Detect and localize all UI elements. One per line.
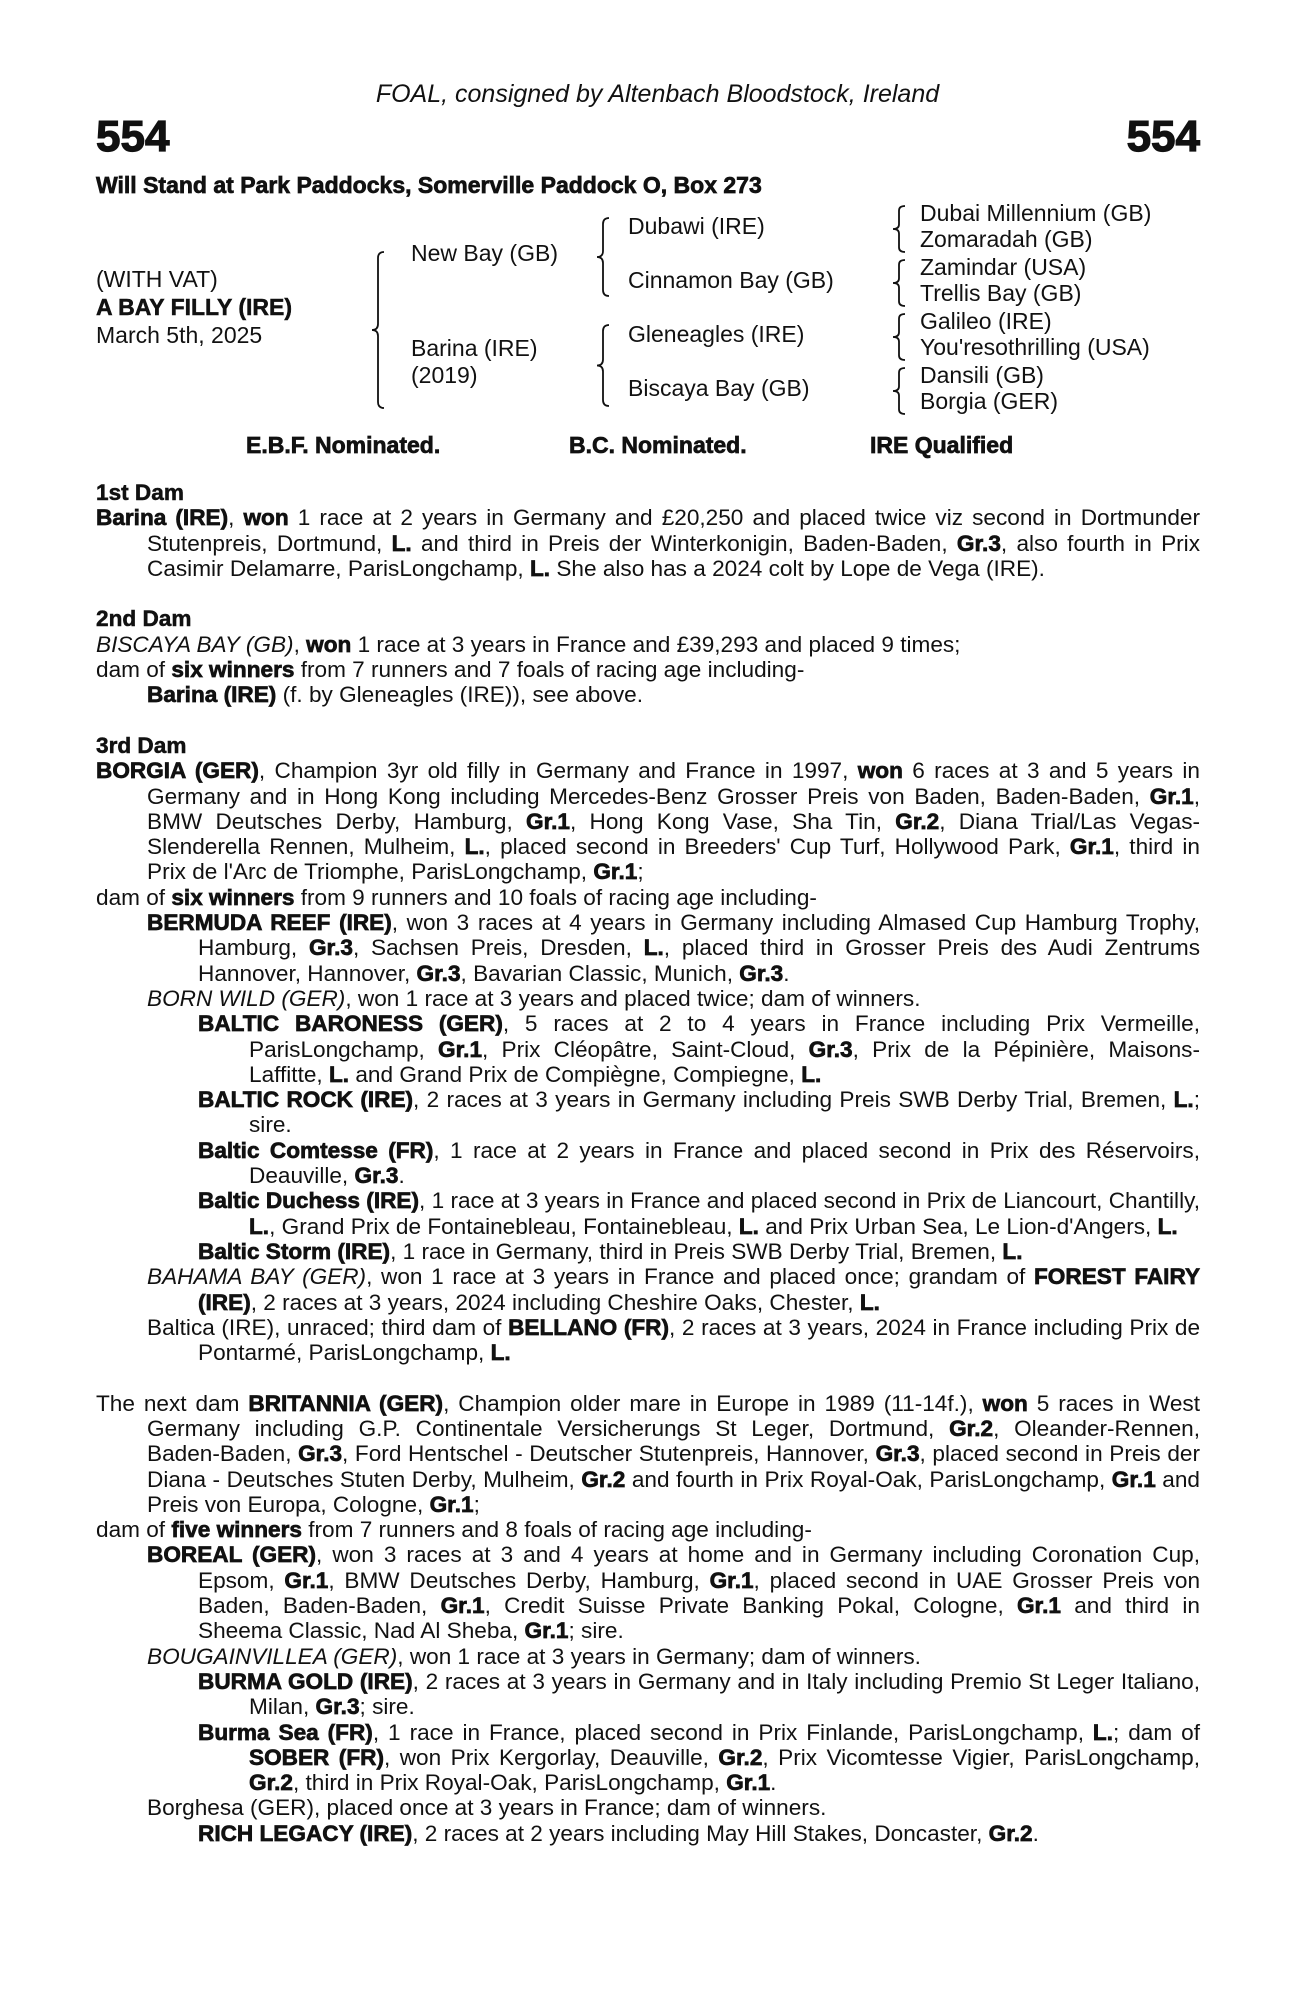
text: She also has a 2024 colt by Lope de Vega (IRE).	[550, 555, 1045, 581]
pedigree-entry	[96, 1795, 1200, 1820]
text: , Diana Trial/Las Vegas-Slenderella Rennen, Mulheim,	[147, 808, 1201, 860]
text: , Prix Cléopâtre, Saint-Cloud,	[482, 1036, 809, 1062]
gen3-ancestor: Trellis Bay (GB)	[920, 280, 1082, 306]
dam-year: (2019)	[411, 362, 478, 388]
bold-text: L.	[1157, 1213, 1178, 1239]
text: , Prix de la Pépinière, Maisons-Laffitte,	[249, 1036, 1201, 1087]
text: , won 1 race at 3 years in France and placed once; grandam of	[366, 1264, 1034, 1290]
bold-text: Gr.1	[593, 859, 638, 885]
bold-text: L.	[529, 555, 551, 581]
bold-text: L.	[1173, 1087, 1194, 1113]
bold-text: won	[306, 631, 352, 657]
gen2-ancestor: Gleneagles (IRE)	[628, 321, 805, 347]
lot-number-left: 554	[96, 112, 170, 161]
bold-text: Gr.3	[808, 1036, 853, 1062]
dam-section	[96, 733, 1200, 1365]
bold-text: BURMA GOLD (IRE)	[198, 1668, 413, 1694]
consignor-line: FOAL, consigned by Altenbach Bloodstock, Ireland	[375, 80, 940, 108]
gen3-ancestor: Borgia (GER)	[920, 388, 1059, 414]
brace-icon	[893, 368, 905, 414]
bold-text: Gr.1	[1149, 783, 1194, 809]
bold-text: Gr.3	[298, 1441, 343, 1467]
text: , Hong Kong Vase, Sha Tin,	[570, 808, 896, 834]
text: , third in Prix Royal-Oak, ParisLongchamp,	[292, 1770, 727, 1796]
bold-text: L.	[1092, 1719, 1114, 1745]
foal-dob: March 5th, 2025	[96, 322, 263, 348]
pedigree-entry	[96, 1011, 1200, 1087]
pedigree-entry	[96, 910, 1200, 986]
bold-text: BELLANO (FR)	[508, 1314, 670, 1340]
text: , placed second in UAE Grosser Preis von Baden, Baden-Baden,	[198, 1567, 1201, 1619]
text: , 1 race in France, placed second in Prix Finlande, ParisLongchamp,	[372, 1719, 1093, 1745]
pedigree-entry	[96, 1821, 1200, 1846]
text: .	[783, 960, 790, 986]
bold-text: Baltic Comtesse (FR)	[198, 1137, 434, 1163]
text: and Preis von Europa, Cologne,	[147, 1466, 1200, 1517]
text: , also fourth in Prix Casimir Delamarre, ParisLongchamp,	[147, 530, 1200, 581]
pedigree-entry	[96, 682, 1200, 707]
bold-text: Gr.2	[249, 1770, 293, 1796]
text: , won Prix Kergorlay, Deauville,	[383, 1744, 719, 1770]
bold-text: L.	[464, 834, 485, 860]
text: , third in Prix de l'Arc de Triomphe, ParisLongchamp,	[147, 834, 1200, 885]
bold-text: Gr.2	[718, 1744, 763, 1770]
bold-text: six winners	[171, 884, 295, 910]
bold-text: Gr.1	[726, 1770, 771, 1796]
bold-text: Gr.1	[709, 1567, 754, 1593]
bold-text: RICH LEGACY (IRE)	[198, 1820, 413, 1846]
bold-text: won	[857, 758, 903, 784]
pedigree-entry	[96, 1542, 1200, 1643]
pedigree-entry	[96, 1720, 1200, 1796]
bold-text: Gr.1	[429, 1491, 474, 1517]
text: .	[770, 1770, 777, 1796]
text: and Prix Urban Sea, Le Lion-d'Angers,	[758, 1213, 1158, 1239]
pedigree-entry	[96, 1087, 1200, 1138]
text: from 7 runners and 8 foals of racing age including-	[301, 1517, 812, 1543]
bold-text: Gr.3	[354, 1163, 399, 1189]
bold-text: Gr.3	[315, 1694, 360, 1720]
dam-section	[96, 480, 1200, 581]
pedigree-entry	[96, 657, 1200, 682]
text: , 1 race at 3 years in France and placed second in Prix de Liancourt, Chantilly,	[419, 1188, 1200, 1214]
bold-text: Gr.1	[524, 1618, 569, 1644]
text: , won 1 race at 3 years and placed twice; dam of winners.	[345, 985, 921, 1011]
italic-text: BORN WILD (GER)	[147, 985, 346, 1011]
text: 1 race at 2 years in Germany and £20,250 and placed twice viz second in Dortmunder Stutenpreis, Dortmund,	[147, 505, 1200, 556]
text: dam of	[96, 657, 172, 683]
bold-text: Gr.3	[308, 935, 353, 961]
sire-name: New Bay (GB)	[411, 240, 558, 266]
bold-text: Gr.1	[1016, 1593, 1061, 1619]
bold-text: BOREAL (GER)	[147, 1542, 317, 1568]
text: , won 3 races at 4 years in Germany including Almased Cup Hamburg Trophy, Hamburg,	[198, 910, 1200, 961]
text: dam of	[96, 1517, 172, 1543]
pedigree-entry	[96, 1644, 1200, 1669]
bold-text: Gr.2	[949, 1415, 994, 1441]
text: , 2 races at 3 years, 2024 in France including Prix de Pontarmé, ParisLongchamp,	[198, 1314, 1201, 1366]
text: , Grand Prix de Fontainebleau, Fontainebleau,	[269, 1213, 739, 1239]
text: , won 1 race at 3 years in Germany; dam of winners.	[397, 1643, 921, 1669]
bold-text: Burma Sea (FR)	[198, 1719, 373, 1745]
text: , Sachsen Preis, Dresden,	[352, 935, 644, 961]
bold-text: Gr.3	[956, 530, 1001, 556]
gen3-ancestor: Zomaradah (GB)	[920, 226, 1093, 252]
text: Baltica (IRE), unraced; third dam of	[147, 1314, 509, 1340]
dam-section	[96, 606, 1200, 707]
pedigree-entry	[96, 1517, 1200, 1542]
gen3-ancestor: Zamindar (USA)	[920, 254, 1087, 280]
pedigree-entry	[96, 1315, 1200, 1366]
dam-section	[96, 1391, 1200, 1846]
brace-icon	[597, 325, 609, 406]
gen2-ancestor: Dubawi (IRE)	[628, 213, 765, 239]
bold-text: L.	[391, 530, 412, 556]
gen3-ancestor: Galileo (IRE)	[920, 308, 1052, 334]
italic-text: BISCAYA BAY (GB)	[96, 631, 294, 657]
bold-text: L.	[328, 1061, 350, 1087]
text: ; sire.	[568, 1618, 624, 1644]
brace-icon	[597, 218, 609, 296]
bold-text: Gr.1	[438, 1036, 483, 1062]
gen2-ancestor: Cinnamon Bay (GB)	[628, 267, 834, 293]
pedigree-entry	[96, 1264, 1200, 1315]
bold-text: BALTIC BARONESS (GER)	[198, 1011, 503, 1037]
pedigree-entry	[96, 986, 1200, 1011]
stand-location: Will Stand at Park Paddocks, Somerville Paddock O, Box 273	[96, 172, 762, 198]
gen3-ancestor: Dubai Millennium (GB)	[920, 200, 1152, 226]
section-heading: 2nd Dam	[96, 606, 192, 632]
text: , placed second in Breeders' Cup Turf, Hollywood Park,	[484, 834, 1070, 860]
bold-text: Barina (IRE)	[96, 505, 229, 531]
bold-text: Gr.3	[739, 960, 784, 986]
section-heading: 3rd Dam	[96, 732, 187, 758]
pedigree-entry	[96, 885, 1200, 910]
ebf-nomination: E.B.F. Nominated.	[246, 432, 441, 458]
gen3-ancestor: Dansili (GB)	[920, 362, 1044, 388]
text: ;	[473, 1491, 480, 1517]
bold-text: BERMUDA REEF (IRE)	[147, 910, 392, 936]
bold-text: Gr.1	[526, 808, 570, 834]
text: ;	[637, 859, 644, 885]
text: 5 races in West Germany including G.P. Continentale Versicherungs St Leger, Dortmund,	[147, 1390, 1201, 1441]
brace-icon	[893, 314, 905, 360]
bold-text: Gr.3	[875, 1441, 920, 1467]
pedigree-entry	[96, 1188, 1200, 1239]
text: , Champion older mare in Europe in 1989 (11-14f.),	[443, 1390, 983, 1416]
pedigree-entry	[96, 1669, 1200, 1720]
text: , Champion 3yr old filly in Germany and France in 1997,	[258, 758, 858, 784]
dam-name: Barina (IRE)	[411, 335, 538, 361]
text: , Bavarian Classic, Munich,	[460, 960, 740, 986]
catalogue-body	[96, 480, 1200, 1871]
italic-text: BOUGAINVILLEA (GER)	[147, 1643, 398, 1669]
bold-text: L.	[738, 1213, 759, 1239]
text: , 2 races at 2 years including May Hill Stakes, Doncaster,	[412, 1820, 989, 1846]
text: , 1 race in Germany, third in Preis SWB Derby Trial, Bremen,	[390, 1238, 1003, 1264]
bold-text: five winners	[171, 1517, 302, 1543]
bold-text: Baltic Storm (IRE)	[198, 1238, 391, 1264]
pedigree-entry	[96, 505, 1200, 581]
pedigree-entry	[96, 1239, 1200, 1264]
bold-text: won	[982, 1390, 1028, 1416]
text: , BMW Deutsches Derby, Hamburg,	[328, 1567, 710, 1593]
text: ,	[293, 631, 307, 657]
bold-text: L.	[490, 1340, 511, 1366]
italic-text: BAHAMA BAY (GER)	[147, 1264, 367, 1290]
text: , 2 races at 3 years in Germany and in Italy including Premio St Leger Italiano, Milan,	[249, 1668, 1201, 1720]
pedigree-entry	[96, 632, 1200, 657]
brace-icon	[372, 252, 384, 408]
text: The next dam	[96, 1390, 249, 1416]
bold-text: SOBER (FR)	[249, 1744, 384, 1770]
bold-text: FOREST FAIRY (IRE)	[198, 1264, 1201, 1315]
text: .	[1032, 1820, 1039, 1846]
bold-text: Gr.2	[988, 1820, 1033, 1846]
bold-text: Barina (IRE)	[147, 682, 277, 708]
bc-nomination: B.C. Nominated.	[569, 432, 747, 458]
bold-text: Gr.1	[440, 1593, 485, 1619]
text: and third in Preis der Winterkonigin, Baden-Baden,	[411, 530, 957, 556]
bold-text: L.	[801, 1061, 822, 1087]
text: , placed third in Grosser Preis des Audi Zentrums Hannover, Hannover,	[198, 935, 1200, 986]
gen3-ancestor: You'resothrilling (USA)	[920, 334, 1150, 360]
text: , Oleander-Rennen, Baden-Baden,	[147, 1415, 1200, 1467]
bold-text: L.	[1002, 1238, 1023, 1264]
bold-text: six winners	[171, 657, 295, 683]
text: .	[398, 1163, 405, 1189]
text: , 5 races at 2 to 4 years in France including Prix Vermeille, ParisLongchamp,	[249, 1011, 1200, 1062]
bold-text: L.	[643, 935, 664, 961]
text: 6 races at 3 and 5 years in Germany and in Hong Kong including Mercedes-Benz Grosser Preis von Baden, Baden-Baden,	[147, 758, 1200, 809]
bold-text: BORGIA (GER)	[96, 758, 259, 784]
text: from 7 runners and 7 foals of racing age including-	[294, 657, 805, 683]
text: , Prix Vicomtesse Vigier, ParisLongchamp,	[762, 1744, 1200, 1770]
bold-text: L.	[859, 1289, 880, 1315]
text: , 2 races at 3 years, 2024 including Cheshire Oaks, Chester,	[250, 1289, 860, 1315]
text: from 9 runners and 10 foals of racing age including-	[294, 884, 817, 910]
ire-qualification: IRE Qualified	[870, 432, 1014, 458]
pedigree-entry	[96, 758, 1200, 884]
text: , 2 races at 3 years in Germany including Preis SWB Derby Trial, Bremen,	[413, 1087, 1174, 1113]
foal-name: A BAY FILLY (IRE)	[96, 294, 292, 320]
lot-number-right: 554	[1126, 112, 1200, 161]
bold-text: Gr.3	[416, 960, 461, 986]
gen2-ancestor: Biscaya Bay (GB)	[628, 375, 810, 401]
text: , 1 race at 2 years in France and placed second in Prix des Réservoirs, Deauville,	[249, 1137, 1200, 1189]
bold-text: won	[243, 505, 289, 531]
brace-icon	[893, 206, 905, 252]
bold-text: Baltic Duchess (IRE)	[198, 1188, 420, 1214]
text: , won 3 races at 3 and 4 years at home and in Germany including Coronation Cup, Epsom,	[198, 1542, 1200, 1593]
bold-text: Gr.1	[1111, 1466, 1156, 1492]
text: ; sire.	[249, 1087, 1200, 1138]
text: , Credit Suisse Private Banking Pokal, Cologne,	[484, 1593, 1017, 1619]
text: Borghesa (GER), placed once at 3 years in France; dam of winners.	[147, 1795, 827, 1821]
bold-text: Gr.2	[895, 808, 940, 834]
brace-icon	[893, 260, 905, 306]
bold-text: Gr.1	[1069, 834, 1114, 860]
section-heading: 1st Dam	[96, 480, 184, 505]
text: ,	[228, 505, 244, 531]
bold-text: L.	[249, 1213, 270, 1239]
text: ; dam of	[1113, 1719, 1200, 1745]
bold-text: Gr.2	[581, 1466, 626, 1492]
bold-text: BRITANNIA (GER)	[248, 1390, 444, 1416]
pedigree-entry	[96, 1391, 1200, 1517]
text: dam of	[96, 884, 172, 910]
text: ; sire.	[359, 1694, 415, 1720]
pedigree-entry	[96, 1138, 1200, 1189]
text: and Grand Prix de Compiègne, Compiegne,	[349, 1061, 802, 1087]
text: , Ford Hentschel - Deutscher Stutenpreis, Hannover,	[342, 1441, 876, 1467]
bold-text: BALTIC ROCK (IRE)	[198, 1087, 414, 1113]
text: , BMW Deutsches Derby, Hamburg,	[147, 783, 1200, 834]
text: (f. by Gleneagles (IRE)), see above.	[276, 682, 643, 708]
text: and third in Sheema Classic, Nad Al Sheba,	[198, 1593, 1200, 1644]
vat-note: (WITH VAT)	[96, 266, 218, 292]
text: 1 race at 3 years in France and £39,293 and placed 9 times;	[351, 631, 961, 657]
text: , placed second in Preis der Diana - Deutsches Stuten Derby, Mulheim,	[147, 1441, 1200, 1492]
bold-text: Gr.1	[284, 1567, 329, 1593]
text: and fourth in Prix Royal-Oak, ParisLongchamp,	[625, 1466, 1112, 1492]
